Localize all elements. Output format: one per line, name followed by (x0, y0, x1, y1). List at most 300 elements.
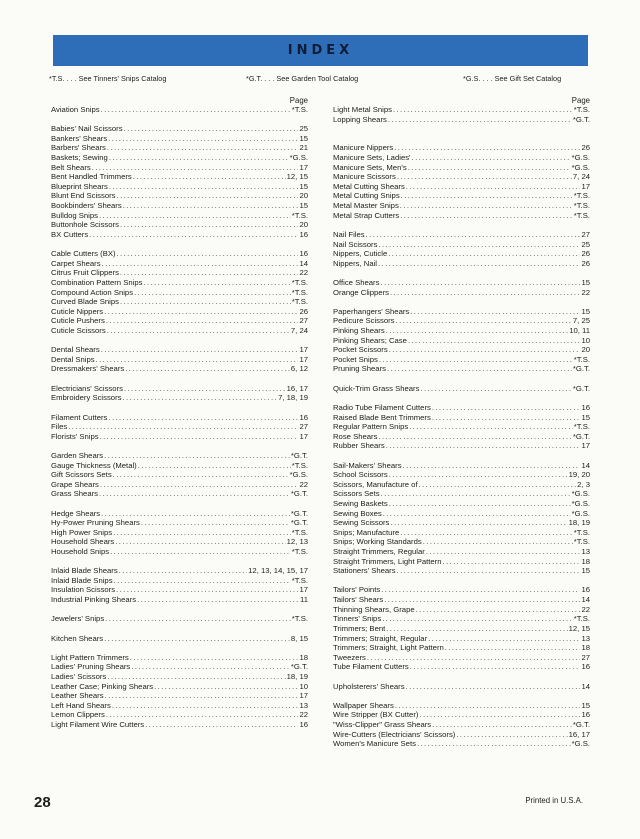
entry-name: Scissors Sets (333, 489, 380, 499)
entry-pages: 14 (581, 681, 590, 691)
entry-pages: *T.S. (291, 287, 308, 297)
dot-leader (403, 461, 581, 471)
dot-leader (143, 278, 290, 288)
dot-leader (96, 355, 299, 365)
entry-name: Jewelers' Snips (51, 614, 105, 624)
index-entry (51, 134, 308, 144)
entry-name: Straight Trimmers, Light Pattern (333, 556, 442, 566)
entry-pages: *T.S. (573, 422, 590, 432)
entry-name: Kitchen Shears (51, 633, 104, 643)
dot-leader (100, 432, 299, 442)
entry-name: Nippers, Cuticle (333, 249, 388, 259)
entry-pages: 15 (581, 277, 590, 287)
spacer (51, 240, 308, 250)
dot-leader (406, 182, 581, 192)
dot-leader (380, 278, 580, 288)
entry-name: Leather Case; Pinking Shears (51, 681, 154, 691)
dot-leader (432, 403, 581, 413)
entry-pages: *T.S. (291, 547, 308, 557)
dot-leader (410, 307, 580, 317)
index-entry (333, 509, 590, 519)
entry-pages: 27 (299, 316, 308, 326)
index-title: INDEX (287, 43, 354, 58)
entry-name: Nail Files (333, 229, 365, 239)
index-entry (333, 336, 590, 346)
dot-leader (114, 576, 291, 586)
index-entry (333, 249, 590, 259)
index-entry (333, 739, 590, 749)
dot-leader (107, 672, 285, 682)
entry-pages: 12, 15 (568, 623, 590, 633)
index-banner (53, 35, 588, 66)
index-entry (51, 105, 308, 115)
entry-pages: 18, 19 (568, 518, 590, 528)
entry-name: Files (51, 422, 68, 432)
entry-pages: *T.S. (291, 210, 308, 220)
entry-pages: 14 (581, 595, 590, 605)
entry-name: Pinking Shears (333, 326, 385, 336)
index-entry (51, 634, 308, 644)
dot-leader (106, 316, 299, 326)
entry-pages: *G.T. (290, 518, 308, 528)
entry-pages: *G.S. (571, 508, 590, 518)
index-entry (51, 682, 308, 692)
entry-name: Paperhangers' Shears (333, 306, 410, 316)
dot-leader (117, 191, 299, 201)
entry-name: Pinking Shears; Case (333, 335, 407, 345)
entry-name: Lemon Clippers (51, 710, 105, 720)
index-entry (333, 701, 590, 711)
dot-leader (394, 143, 580, 153)
spacer (51, 374, 308, 384)
entry-pages: 25 (299, 124, 308, 134)
dot-leader (382, 614, 573, 624)
index-entry (333, 499, 590, 509)
index-entry (333, 557, 590, 567)
index-entry (333, 643, 590, 653)
entry-pages: 17 (299, 345, 308, 355)
entry-name: Wire Stripper (BX Cutter) (333, 710, 419, 720)
entry-name: Ladies' Scissors (51, 671, 107, 681)
dot-leader (389, 345, 581, 355)
entry-name: Industrial Pinking Shears (51, 595, 137, 605)
entry-pages: 11 (300, 595, 308, 605)
dot-leader (432, 720, 572, 730)
index-entry (333, 364, 590, 374)
dot-leader (409, 422, 573, 432)
spacer (333, 297, 590, 307)
entry-pages: 22 (581, 604, 590, 614)
entry-name: Wallpaper Shears (333, 700, 394, 710)
entry-pages: 15 (581, 700, 590, 710)
index-entry (51, 163, 308, 173)
entry-pages: 7, 25 (572, 316, 590, 326)
entry-name: Manicure Scissors (333, 172, 396, 182)
entry-pages: *G.S. (289, 153, 308, 163)
entry-name: Manicure Sets, Men's (333, 162, 407, 172)
entry-pages: 10 (299, 681, 308, 691)
spacer (51, 336, 308, 346)
spacer (333, 691, 590, 701)
entry-pages: 15 (299, 181, 308, 191)
index-entry (51, 672, 308, 682)
entry-pages: 27 (299, 422, 308, 432)
entry-name: Bent Handled Trimmers (51, 172, 132, 182)
entry-name: Lopping Shears (333, 114, 387, 124)
index-entry (333, 240, 590, 250)
dot-leader (104, 634, 290, 644)
dot-leader (397, 566, 581, 576)
index-entry (51, 691, 308, 701)
index-entry (51, 662, 308, 672)
dot-leader (120, 297, 291, 307)
index-entry (333, 278, 590, 288)
index-entry (51, 451, 308, 461)
index-entry (333, 595, 590, 605)
spacer (333, 393, 590, 403)
index-entry (333, 384, 590, 394)
entry-name: Sewing Baskets (333, 498, 388, 508)
index-entry (51, 432, 308, 442)
dot-leader (423, 537, 573, 547)
entry-pages: *T.S. (573, 354, 590, 364)
entry-name: Stationers' Shears (333, 566, 396, 576)
entry-pages: 26 (581, 258, 590, 268)
dot-leader (120, 220, 298, 230)
right-page-header: Page (571, 96, 590, 105)
dot-leader (105, 614, 291, 624)
entry-pages: *T.S. (291, 105, 308, 114)
index-entry (51, 393, 308, 403)
index-entry (51, 528, 308, 538)
index-entry (51, 268, 308, 278)
dot-leader (443, 557, 581, 567)
dot-leader (393, 105, 573, 115)
dot-leader (395, 701, 581, 711)
dot-leader (115, 537, 285, 547)
entry-name: Grass Shears (51, 489, 98, 499)
dot-leader (428, 634, 580, 644)
entry-name: Bulldog Snips (51, 210, 99, 220)
dot-leader (400, 528, 573, 538)
entry-pages: *T.S. (291, 575, 308, 585)
entry-name: Tinners' Snips (333, 614, 382, 624)
entry-pages: 8, 15 (290, 633, 308, 643)
index-entry (333, 653, 590, 663)
entry-name: Light Metal Snips (333, 105, 392, 114)
spacer (333, 268, 590, 278)
index-entry (333, 413, 590, 423)
dot-leader (416, 605, 581, 615)
entry-name: Ladies' Pruning Shears (51, 662, 131, 672)
entry-pages: 16 (299, 720, 308, 729)
entry-name: Gauge Thickness (Metal) (51, 460, 137, 470)
dot-leader (408, 163, 571, 173)
entry-pages: *G.T. (290, 508, 308, 518)
dot-leader (108, 134, 298, 144)
entry-pages: *G.S. (289, 470, 308, 480)
entry-name: Nail Scissors (333, 239, 378, 249)
entry-pages: 26 (299, 306, 308, 316)
dot-leader (381, 585, 580, 595)
entry-pages: 22 (299, 710, 308, 720)
dot-leader (131, 662, 290, 672)
entry-pages: *T.S. (291, 614, 308, 624)
dot-leader (102, 259, 299, 269)
entry-pages: 22 (299, 479, 308, 489)
index-entry (333, 537, 590, 547)
index-entry (333, 345, 590, 355)
entry-name: Hy-Power Pruning Shears (51, 518, 140, 528)
entry-name: Aviation Snips (51, 105, 100, 114)
dot-leader (119, 566, 247, 576)
dot-leader (109, 153, 289, 163)
spacer (333, 576, 590, 586)
entry-name: Gift Scissors Sets (51, 470, 112, 480)
index-entry (51, 614, 308, 624)
entry-pages: 13 (299, 700, 308, 710)
index-entry (333, 153, 590, 163)
dot-leader (116, 585, 298, 595)
dot-leader (400, 201, 573, 211)
entry-name: Leather Shears (51, 691, 104, 701)
dot-leader (137, 595, 299, 605)
dot-leader (106, 710, 299, 720)
entry-name: Cable Cutters (BX) (51, 249, 116, 259)
entry-pages: 18, 19 (286, 671, 308, 681)
dot-leader (124, 124, 299, 134)
entry-name: Carpet Shears (51, 258, 101, 268)
entry-name: Trimmers; Straight, Regular (333, 633, 428, 643)
index-entry (51, 201, 308, 211)
entry-name: Inlaid Blade Snips (51, 575, 113, 585)
spacer (333, 124, 590, 134)
dot-leader (386, 624, 567, 634)
index-entry (333, 105, 590, 115)
dot-leader (386, 326, 568, 336)
index-entry (51, 345, 308, 355)
entry-name: Grape Shears (51, 479, 99, 489)
left-page-header: Page (289, 96, 308, 105)
index-entry (333, 326, 590, 336)
index-entry (51, 701, 308, 711)
entry-name: Sail-Makers' Shears (333, 460, 402, 470)
entry-name: Left Hand Shears (51, 700, 111, 710)
entry-name: Belt Shears (51, 162, 91, 172)
entry-name: Metal Cutting Snips (333, 191, 400, 201)
entry-name: Metal Master Snips (333, 201, 399, 211)
index-entry (51, 566, 308, 576)
entry-name: Wire-Cutters (Electricians' Scissors) (333, 729, 456, 739)
entry-name: Snips; Manufacture (333, 527, 400, 537)
dot-leader (145, 720, 298, 730)
entry-name: Electricians' Scissors (51, 383, 123, 393)
entry-pages: *G.T. (572, 720, 590, 729)
index-entry (51, 182, 308, 192)
entry-pages: 17 (299, 691, 308, 701)
entry-pages: 16, 17 (286, 383, 308, 393)
entry-name: Tweezers (333, 652, 366, 662)
entry-pages: *G.S. (571, 498, 590, 508)
entry-pages: *T.S. (291, 527, 308, 537)
dot-leader (406, 682, 581, 692)
entry-pages: 14 (581, 460, 590, 470)
index-entry (333, 403, 590, 413)
entry-name: Baskets; Sewing (51, 153, 108, 163)
dot-leader (107, 326, 290, 336)
entry-name: Garden Shears (51, 450, 104, 460)
entry-pages: *T.S. (573, 105, 590, 114)
entry-name: Barbers' Shears (51, 143, 106, 153)
dot-leader (420, 384, 571, 394)
entry-pages: 10, 11 (569, 326, 590, 336)
index-entry (51, 211, 308, 221)
index-entry (51, 307, 308, 317)
entry-name: Bookbinders' Shears (51, 201, 122, 211)
dot-leader (134, 288, 291, 298)
dot-leader (124, 384, 286, 394)
dot-leader (89, 230, 298, 240)
index-entry (333, 634, 590, 644)
page-number: 28 (34, 794, 51, 811)
index-entry (333, 730, 590, 740)
entry-name: Quick-Trim Grass Shears (333, 383, 420, 393)
entry-name: Light Pattern Trimmers (51, 652, 129, 662)
dot-leader (389, 499, 571, 509)
index-entry (51, 595, 308, 605)
entry-pages: 26 (581, 143, 590, 153)
index-entry (51, 278, 308, 288)
index-entry (333, 191, 590, 201)
entry-name: Nippers, Nail (333, 258, 378, 268)
entry-name: Trimmers; Bent (333, 623, 386, 633)
index-entry (51, 653, 308, 663)
index-entry (51, 172, 308, 182)
dot-leader (101, 345, 299, 355)
entry-name: Pedicure Scissors (333, 316, 395, 326)
dot-leader (400, 211, 573, 221)
dot-leader (381, 489, 571, 499)
spacer (51, 115, 308, 125)
entry-pages: *T.S. (573, 537, 590, 547)
dot-leader (101, 105, 291, 115)
entry-name: Dental Shears (51, 345, 100, 355)
entry-name: Blunt End Scissors (51, 191, 116, 201)
dot-leader (445, 643, 581, 653)
entry-pages: 27 (581, 652, 590, 662)
right-index-column (333, 96, 590, 749)
index-entry (51, 153, 308, 163)
left-entry-list (51, 105, 308, 730)
dot-leader (130, 653, 299, 663)
entry-name: Pocket Scissors (333, 345, 388, 355)
entry-name: Trimmers; Straight, Light Pattern (333, 643, 444, 653)
entry-name: Snips; Working Standards (333, 537, 422, 547)
index-entry (333, 528, 590, 538)
entry-pages: 10 (581, 335, 590, 345)
entry-pages: 13 (581, 633, 590, 643)
dot-leader (397, 172, 572, 182)
spacer (51, 499, 308, 509)
entry-pages: *G.S. (571, 153, 590, 163)
dot-leader (105, 691, 299, 701)
index-entry (51, 143, 308, 153)
entry-pages: *T.S. (573, 527, 590, 537)
index-entry (333, 566, 590, 576)
spacer (51, 403, 308, 413)
index-entry (333, 172, 590, 182)
index-entry (51, 364, 308, 374)
entry-pages: *G.S. (571, 162, 590, 172)
gift-set-note: *G.S. . . . See Gift Set Catalog (463, 74, 562, 83)
tinners-snips-note: *T.S. . . . See Tinners' Snips Catalog (49, 74, 167, 83)
entry-name: Light Filament Wire Cutters (51, 720, 145, 729)
dot-leader (107, 143, 299, 153)
spacer (51, 605, 308, 615)
spacer (51, 643, 308, 653)
spacer (333, 451, 590, 461)
index-entry (51, 509, 308, 519)
entry-pages: 22 (581, 287, 590, 297)
index-entry (333, 259, 590, 269)
dot-leader (117, 249, 299, 259)
entry-name: Cuticle Scissors (51, 326, 106, 336)
entry-pages: 20 (581, 345, 590, 355)
index-entry (51, 326, 308, 336)
entry-name: Pruning Shears (333, 364, 386, 374)
entry-pages: *G.S. (571, 739, 590, 749)
entry-name: BX Cutters (51, 229, 89, 239)
index-entry (51, 220, 308, 230)
entry-pages: 7, 24 (290, 326, 308, 336)
spacer (51, 441, 308, 451)
index-entry (333, 163, 590, 173)
index-entry (333, 682, 590, 692)
index-entry (51, 191, 308, 201)
index-entry (51, 489, 308, 499)
entry-pages: 18 (581, 556, 590, 566)
index-entry (51, 537, 308, 547)
entry-pages: *G.T. (290, 450, 308, 460)
entry-name: Bankers' Shears (51, 133, 108, 143)
entry-name: School Scissors (333, 470, 388, 480)
entry-pages: 12, 13, 14, 15, 17 (248, 566, 308, 576)
dot-leader (390, 288, 580, 298)
entry-name: Rubber Shears (333, 441, 385, 451)
dot-leader (390, 518, 567, 528)
dot-leader (133, 172, 286, 182)
index-entry (333, 480, 590, 490)
dot-leader (120, 268, 299, 278)
entry-pages: *T.S. (291, 277, 308, 287)
dot-leader (125, 364, 290, 374)
dot-leader (388, 249, 580, 259)
index-entry (51, 413, 308, 423)
entry-pages: 6, 12 (290, 364, 308, 374)
dot-leader (387, 364, 572, 374)
dot-leader (408, 336, 581, 346)
entry-pages: 17 (299, 585, 308, 595)
entry-pages: 18 (581, 643, 590, 653)
entry-name: Sewing Scissors (333, 518, 390, 528)
entry-name: Orange Clippers (333, 287, 389, 297)
spacer (51, 557, 308, 567)
entry-pages: 15 (299, 201, 308, 211)
index-entry (51, 576, 308, 586)
index-entry (333, 432, 590, 442)
entry-name: Metal Strap Cutters (333, 210, 400, 220)
entry-pages: 16 (581, 662, 590, 672)
